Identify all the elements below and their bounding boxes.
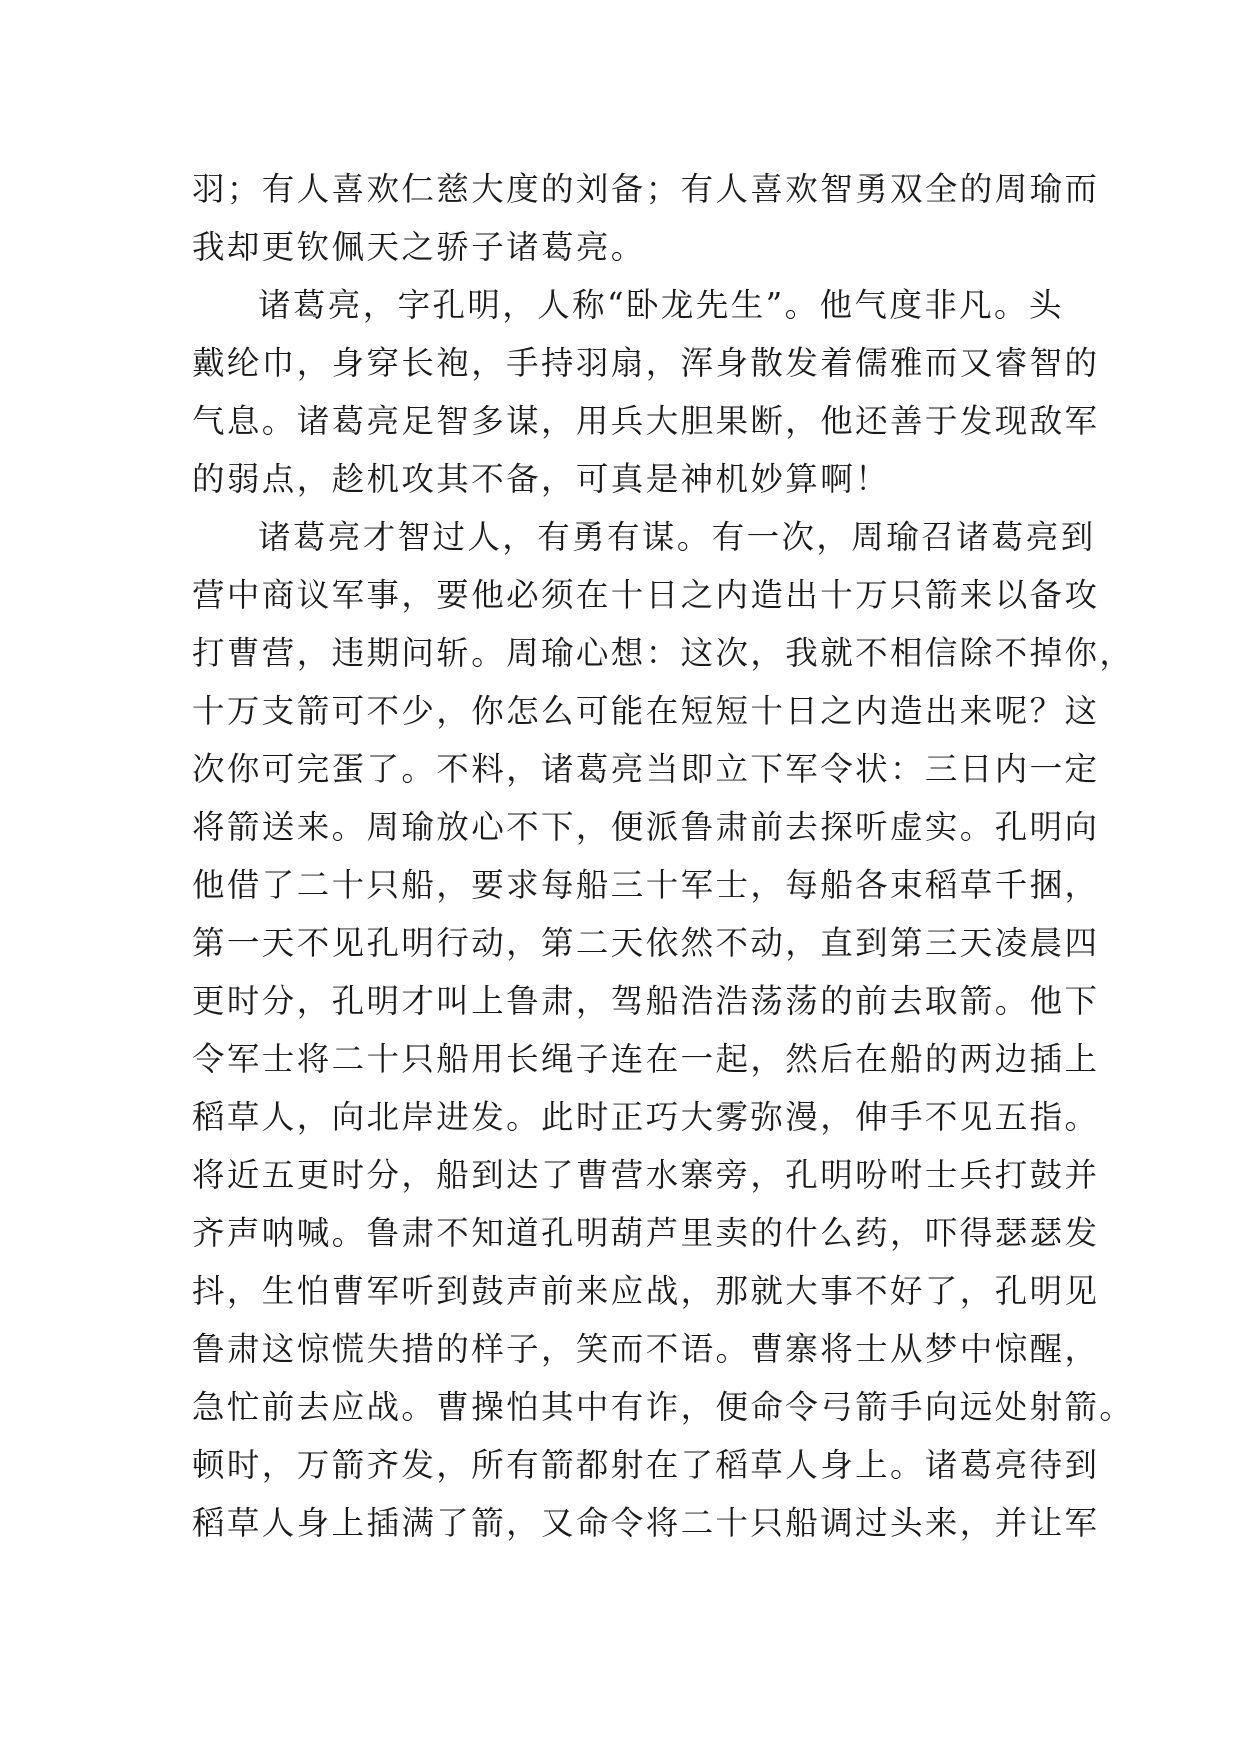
text-line: 第一天不见孔明行动，第二天依然不动，直到第三天凌晨四 xyxy=(192,924,1100,962)
text-line: 打曹营，违期问斩。周瑜心想：这次，我就不相信除不掉你， xyxy=(192,634,1135,672)
text-line: 鲁肃这惊慌失措的样子，笑而不语。曹寨将士从梦中惊醒， xyxy=(192,1330,1100,1368)
text-line: 齐声呐喊。鲁肃不知道孔明葫芦里卖的什么药，吓得瑟瑟发 xyxy=(192,1214,1100,1252)
text-line: 我却更钦佩天之骄子诸葛亮。 xyxy=(192,228,646,266)
text-line: 羽；有人喜欢仁慈大度的刘备；有人喜欢智勇双全的周瑜而 xyxy=(192,170,1100,208)
text-line: 他借了二十只船，要求每船三十军士，每船各束稻草千捆， xyxy=(192,866,1100,904)
text-line: 稻草人身上插满了箭，又命令将二十只船调过头来，并让军 xyxy=(192,1504,1100,1542)
text-line: 将箭送来。周瑜放心不下，便派鲁肃前去探听虚实。孔明向 xyxy=(192,808,1100,846)
text-line: 气息。诸葛亮足智多谋，用兵大胆果断，他还善于发现敌军 xyxy=(192,402,1100,440)
text-line: 抖，生怕曹军听到鼓声前来应战，那就大事不好了，孔明见 xyxy=(192,1272,1100,1310)
text-line: 营中商议军事，要他必须在十日之内造出十万只箭来以备攻 xyxy=(192,576,1100,614)
text-line: 急忙前去应战。曹操怕其中有诈，便命令弓箭手向远处射箭。 xyxy=(192,1388,1135,1426)
text-line: 的弱点，趁机攻其不备，可真是神机妙算啊！ xyxy=(192,460,891,498)
text-line: 戴纶巾，身穿长袍，手持羽扇，浑身散发着儒雅而又睿智的 xyxy=(192,344,1100,382)
article-body xyxy=(192,160,1135,1552)
text-line: 将近五更时分，船到达了曹营水寨旁，孔明吩咐士兵打鼓并 xyxy=(192,1156,1100,1194)
paragraph-start-line: 诸葛亮，字孔明，人称“卧龙先生”。他气度非凡。头 xyxy=(258,286,1064,324)
text-line: 令军士将二十只船用长绳子连在一起，然后在船的两边插上 xyxy=(192,1040,1100,1078)
text-line: 稻草人，向北岸进发。此时正巧大雾弥漫，伸手不见五指。 xyxy=(192,1098,1100,1136)
text-line: 顿时，万箭齐发，所有箭都射在了稻草人身上。诸葛亮待到 xyxy=(192,1446,1100,1484)
text-line: 十万支箭可不少，你怎么可能在短短十日之内造出来呢？这 xyxy=(192,692,1100,730)
text-line: 更时分，孔明才叫上鲁肃，驾船浩浩荡荡的前去取箭。他下 xyxy=(192,982,1100,1020)
text-line: 次你可完蛋了。不料，诸葛亮当即立下军令状：三日内一定 xyxy=(192,750,1100,788)
paragraph-start-line: 诸葛亮才智过人，有勇有谋。有一次，周瑜召诸葛亮到 xyxy=(258,518,1096,556)
